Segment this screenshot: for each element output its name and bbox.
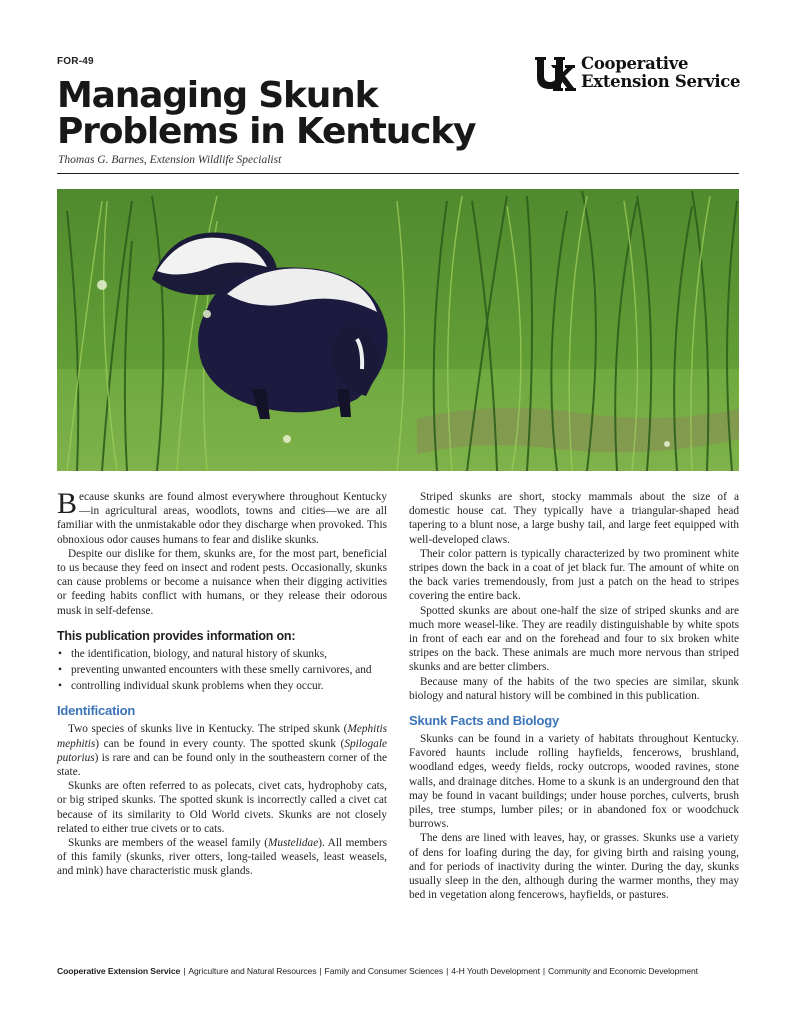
scientific-name-spotted: Spilogale putorius — [57, 737, 387, 764]
footer-separator: | — [446, 966, 449, 976]
logo-wordmark — [581, 55, 740, 91]
footer-unit: Community and Economic Development — [548, 966, 698, 976]
description-paragraph-1: Striped skunks are short, stocky mammals about the size of a domestic house cat. They typically have a triangular-shaped head tapering to a blunt nose, a large bushy tail, and large feet equipped with well-developed claws. — [409, 491, 739, 546]
document-id: FOR-49 — [57, 56, 94, 67]
footer-separator: | — [183, 966, 186, 976]
facts-heading: Skunk Facts and Biology — [409, 713, 559, 729]
scientific-name-family: Mustelidae — [268, 837, 319, 850]
description-paragraph-3: Spotted skunks are about one-half the size of striped skunks and are much more weasel-like. They are readily distinguishable by white spots in front of each ear and on the forehead and four to six broken white stripes on the back. These animals are much more nervous than striped skunks and are better climbers. — [409, 604, 739, 674]
id-p1-text-b: ) can be found in every county. The spotted skunk ( — [95, 737, 345, 750]
info-list-item: • controlling individual skunk problems when they occur. — [71, 679, 387, 693]
uk-cooperative-extension-logo — [533, 55, 743, 95]
footer-separator: | — [542, 966, 546, 976]
identification-heading: Identification — [57, 703, 136, 719]
info-list — [57, 647, 387, 694]
identification-paragraph-3 — [57, 836, 387, 879]
title-line-2: Problems in Kentucky — [57, 111, 476, 152]
logo-line-1: Cooperative — [581, 54, 689, 73]
document-title — [57, 75, 476, 152]
identification-paragraph-1 — [57, 722, 387, 779]
left-column — [57, 487, 387, 879]
scientific-name-striped: Mephitis mephitis — [57, 723, 387, 750]
intro-paragraph-1 — [57, 487, 387, 547]
uk-logo-icon — [533, 55, 577, 93]
footer-separator: | — [319, 966, 322, 976]
id-p1-text-c: ) is rare and can be found only in the southeastern corner of the state. — [57, 751, 387, 779]
facts-paragraph-1: Skunks can be found in a variety of habitats throughout Kentucky. Favored haunts include rolling hayfields, fencerows, brushland, woodland edges, weedy fields, rocky outcrops, wooded ravines, stone walls, and drainage ditches. Home to a skunk is an underground den that may be found in vacant buildings; under house porches, culverts, brush piles, tree stumps, lumber piles; or in abandoned fox or woodchuck burrows. — [409, 733, 739, 831]
skunk-in-grass-image — [57, 189, 739, 471]
dropcap: B — [57, 487, 78, 520]
facts-paragraph-2: The dens are lined with leaves, hay, or grasses. Skunks use a variety of dens for loafing during the day, for giving birth and raising young, and for periods of inactivity during the winter. During the day, skunks usually sleep in the den, although during the warmer months, they may bed in vegetation along fencerows, hayfields, or pastures. — [409, 832, 739, 902]
footer-unit: Family and Consumer Sciences — [324, 966, 444, 976]
footer-org: Cooperative Extension Service — [57, 966, 181, 976]
info-list-item: • preventing unwanted encounters with these smelly carnivores, and — [71, 663, 387, 677]
intro-paragraph-2: Despite our dislike for them, skunks are, for the most part, beneficial to us because they feed on insect and rodent pests. Occasionally, skunks can cause problems or become a nuisance when their digging activities or feeding habits conflict with humans, or they release their odorous musk in self-defense. — [57, 547, 387, 617]
right-column — [409, 490, 739, 902]
skunk-photo — [57, 189, 739, 471]
title-line-1: Managing Skunk — [57, 75, 378, 116]
id-p1-text-a: Two species of skunks live in Kentucky. The striped skunk ( — [68, 723, 348, 736]
info-heading: This publication provides information on: — [57, 628, 296, 643]
description-paragraph-2: Their color pattern is typically characterized by two prominent white stripes down the back in a coat of jet black fur. The amount of white on the back varies tremendously, from just a patch on the head to stripes covering the entire back. — [409, 547, 739, 603]
id-p3-text-b: ). All members of this family (skunks, river otters, long-tailed weasels, least weasels, and mink) have characteristic musk glands. — [57, 837, 387, 878]
info-list-item: • the identification, biology, and natural history of skunks, — [71, 647, 387, 661]
footer-unit: Agriculture and Natural Resources — [188, 966, 317, 976]
intro-paragraph-1-text: ecause skunks are found almost everywhere throughout Kentucky—in agricultural areas, woodlots, towns and cities—we are all familiar with the unmistakable odor they discharge when provoked. This obnoxious odor causes humans to fear and dislike skunks. — [57, 491, 387, 546]
id-p3-text-a: Skunks are members of the weasel family ( — [68, 837, 269, 850]
author-line: Thomas G. Barnes, Extension Wildlife Specialist — [58, 154, 282, 166]
header-divider — [57, 173, 739, 174]
identification-paragraph-2: Skunks are often referred to as polecats, civet cats, hydrophoby cats, or big striped skunks. The spotted skunk is incorrectly called a civet cat because of its similarity to Old World civets. Skunks are not closely related to either true civets or to cats. — [57, 780, 387, 835]
footer-unit: 4-H Youth Development — [451, 966, 540, 976]
logo-line-2: Extension Service — [581, 72, 741, 91]
footer — [57, 966, 747, 976]
description-paragraph-4: Because many of the habits of the two species are similar, skunk biology and natural history will be combined in this publication. — [409, 675, 739, 702]
